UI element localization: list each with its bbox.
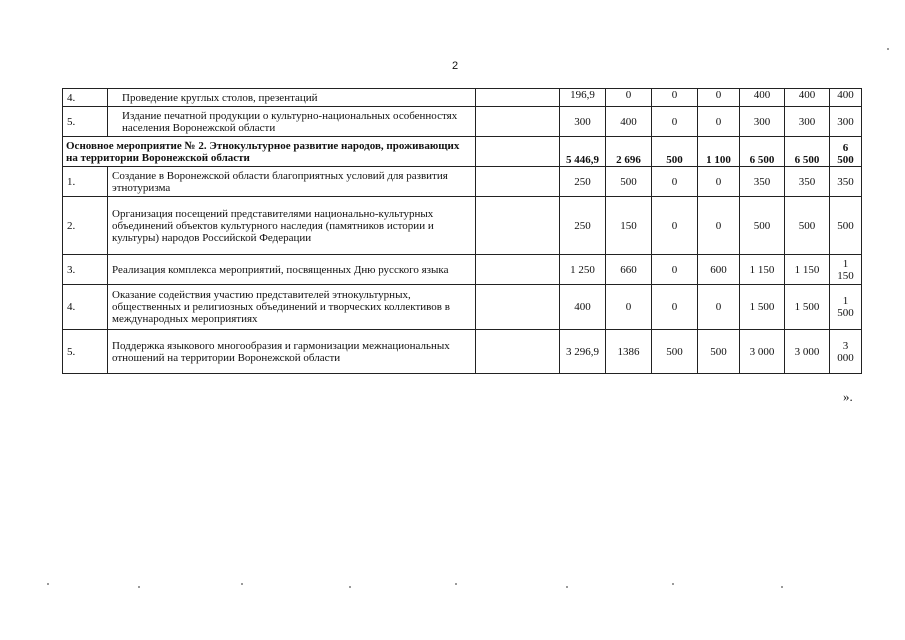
main-activity-title: Основное мероприятие № 2. Этнокультурное развитие народов, проживающих на территории Воронежской области (63, 137, 476, 167)
value-cell: 1 150 (740, 255, 785, 285)
value-cell: 600 (698, 255, 740, 285)
empty-cell (476, 330, 560, 374)
value-cell: 0 (698, 89, 740, 107)
value-cell: 1386 (606, 330, 652, 374)
main-activity-row (63, 137, 862, 167)
empty-cell (476, 255, 560, 285)
table-row (63, 255, 862, 285)
value-cell: 1 250 (560, 255, 606, 285)
empty-cell (476, 167, 560, 197)
total-value-cell: 6 500 (740, 137, 785, 167)
value-cell: 1 150 (785, 255, 830, 285)
table-row (63, 197, 862, 255)
value-cell: 0 (698, 107, 740, 137)
value-cell: 500 (740, 197, 785, 255)
value-cell: 250 (560, 197, 606, 255)
value-cell: 1 500 (740, 285, 785, 330)
scan-artifact (781, 586, 783, 588)
total-value-cell: 2 696 (606, 137, 652, 167)
value-cell: 500 (785, 197, 830, 255)
value-cell: 0 (652, 107, 698, 137)
value-cell: 0 (606, 89, 652, 107)
value-cell: 300 (740, 107, 785, 137)
table-row (63, 89, 862, 107)
total-value-cell: 1 100 (698, 137, 740, 167)
value-cell: 0 (606, 285, 652, 330)
total-value-cell: 500 (652, 137, 698, 167)
empty-cell (476, 89, 560, 107)
value-cell: 660 (606, 255, 652, 285)
scan-artifact (672, 583, 674, 585)
value-cell: 3 000 (785, 330, 830, 374)
value-cell: 3 296,9 (560, 330, 606, 374)
activity-name: Создание в Воронежской области благоприятных условий для развития этнотуризма (108, 167, 476, 197)
scan-artifact (241, 583, 243, 585)
scan-artifact (566, 586, 568, 588)
scan-artifact (887, 48, 889, 50)
value-cell: 300 (785, 107, 830, 137)
value-cell: 0 (652, 167, 698, 197)
total-value-cell: 5 446,9 (560, 137, 606, 167)
total-value-cell: 6 500 (830, 137, 862, 167)
table-row (63, 285, 862, 330)
activity-name: Организация посещений представителями национально-культурных объединений объектов культурного наследия (памятников истории и культуры) народов Российской Федерации (108, 197, 476, 255)
value-cell: 150 (606, 197, 652, 255)
closing-quote-mark: ». (843, 389, 853, 404)
activity-name: Проведение круглых столов, презентаций (108, 89, 476, 107)
value-cell: 3 000 (830, 330, 862, 374)
row-number: 5. (63, 107, 108, 137)
value-cell: 0 (652, 255, 698, 285)
value-cell: 400 (830, 89, 862, 107)
value-cell: 350 (785, 167, 830, 197)
value-cell: 0 (652, 89, 698, 107)
value-cell: 500 (652, 330, 698, 374)
empty-cell (476, 197, 560, 255)
value-cell: 500 (698, 330, 740, 374)
value-cell: 400 (740, 89, 785, 107)
scan-artifact (349, 586, 351, 588)
row-number: 4. (63, 89, 108, 107)
value-cell: 350 (830, 167, 862, 197)
table-row (63, 107, 862, 137)
empty-cell (476, 137, 560, 167)
value-cell: 400 (785, 89, 830, 107)
value-cell: 3 000 (740, 330, 785, 374)
value-cell: 1 500 (830, 285, 862, 330)
row-number: 5. (63, 330, 108, 374)
value-cell: 1 150 (830, 255, 862, 285)
row-number: 2. (63, 197, 108, 255)
row-number: 1. (63, 167, 108, 197)
value-cell: 500 (830, 197, 862, 255)
row-number: 4. (63, 285, 108, 330)
value-cell: 0 (698, 167, 740, 197)
value-cell: 0 (652, 285, 698, 330)
total-value-cell: 6 500 (785, 137, 830, 167)
table-row (63, 330, 862, 374)
row-number: 3. (63, 255, 108, 285)
value-cell: 350 (740, 167, 785, 197)
scan-artifact (47, 583, 49, 585)
value-cell: 1 500 (785, 285, 830, 330)
value-cell: 0 (698, 197, 740, 255)
page-number: 2 (452, 60, 459, 72)
value-cell: 250 (560, 167, 606, 197)
value-cell: 300 (830, 107, 862, 137)
value-cell: 400 (560, 285, 606, 330)
value-cell: 400 (606, 107, 652, 137)
value-cell: 196,9 (560, 89, 606, 107)
value-cell: 0 (652, 197, 698, 255)
activity-name: Поддержка языкового многообразия и гармонизации межнациональных отношений на территории Воронежской области (108, 330, 476, 374)
scan-artifact (138, 586, 140, 588)
value-cell: 300 (560, 107, 606, 137)
value-cell: 500 (606, 167, 652, 197)
activity-name: Оказание содействия участию представителей этнокультурных, общественных и религиозных объединений и творческих коллективов в международных мероприятиях (108, 285, 476, 330)
activity-name: Реализация комплекса мероприятий, посвященных Дню русского языка (108, 255, 476, 285)
budget-table (62, 88, 862, 374)
value-cell: 0 (698, 285, 740, 330)
empty-cell (476, 107, 560, 137)
activity-name: Издание печатной продукции о культурно-национальных особенностях населения Воронежской области (108, 107, 476, 137)
empty-cell (476, 285, 560, 330)
table-row (63, 167, 862, 197)
scan-artifact (455, 583, 457, 585)
